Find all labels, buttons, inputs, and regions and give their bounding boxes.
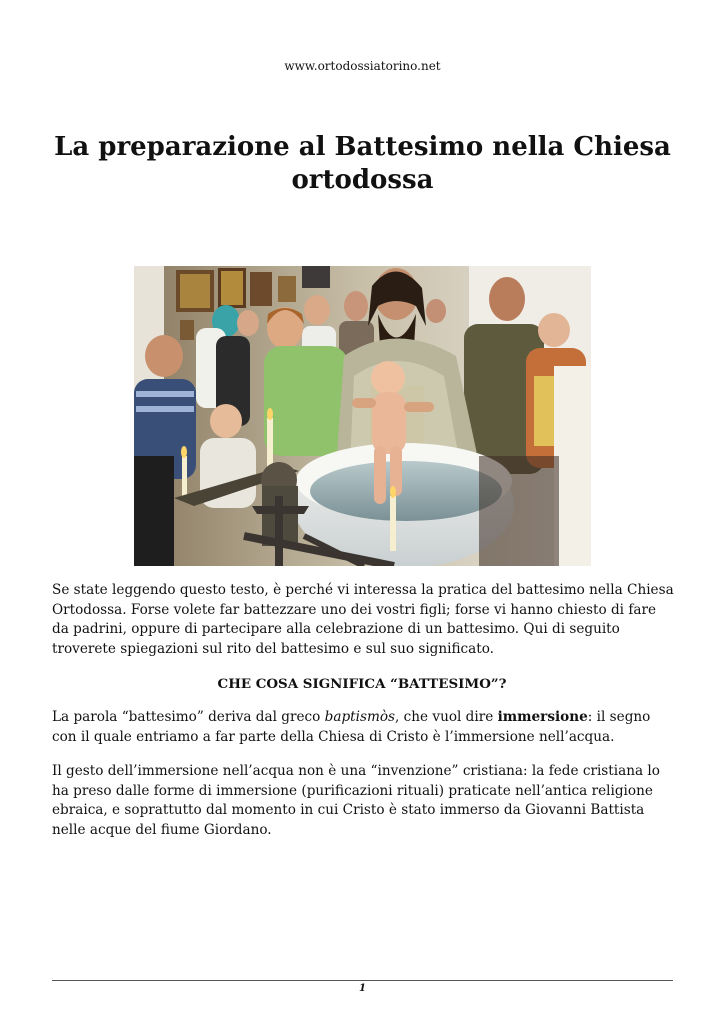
definition-text-3: : il segno con il quale entriamo a far parte della Chiesa di Cristo è l’immersione nell’acqua. [52, 709, 651, 745]
origin-paragraph: Il gesto dell’immersione nell’acqua non è una “invenzione” cristiana: la fede cristiana lo ha preso dalle forme di immersione (purificazioni rituali) praticate nell’antica religione ebraica, e soprattutto dal momento in cui Cristo è stato immerso da Giovanni Battista nelle acque del fiume Giordano. [52, 763, 660, 838]
definition-paragraph [52, 708, 675, 747]
footer-divider [52, 980, 673, 981]
site-url: www.ortodossiatorino.net [284, 59, 441, 73]
baptism-photo [134, 266, 591, 566]
key-term: immersione [497, 709, 588, 725]
baptism-photo-illustration [134, 266, 591, 566]
definition-text-1: La parola “battesimo” deriva dal greco [52, 709, 325, 725]
greek-term: baptismòs [324, 709, 396, 725]
page-number: 1 [359, 983, 366, 994]
intro-paragraph: Se state leggendo questo testo, è perché vi interessa la pratica del battesimo nella Chiesa Ortodossa. Forse volete far battezzare uno dei vostri figli; forse vi hanno chiesto di fare da padrini, oppure di partecipare alla celebrazione di un battesimo. Qui di seguito troverete spiegazioni sul rito del battesimo e sul suo significato. [52, 582, 674, 657]
definition-text-2: , che vuol dire [395, 709, 498, 725]
document-title: La preparazione al Battesimo nella Chiesa ortodossa [54, 132, 671, 195]
section-heading: CHE COSA SIGNIFICA “BATTESIMO”? [217, 676, 507, 692]
